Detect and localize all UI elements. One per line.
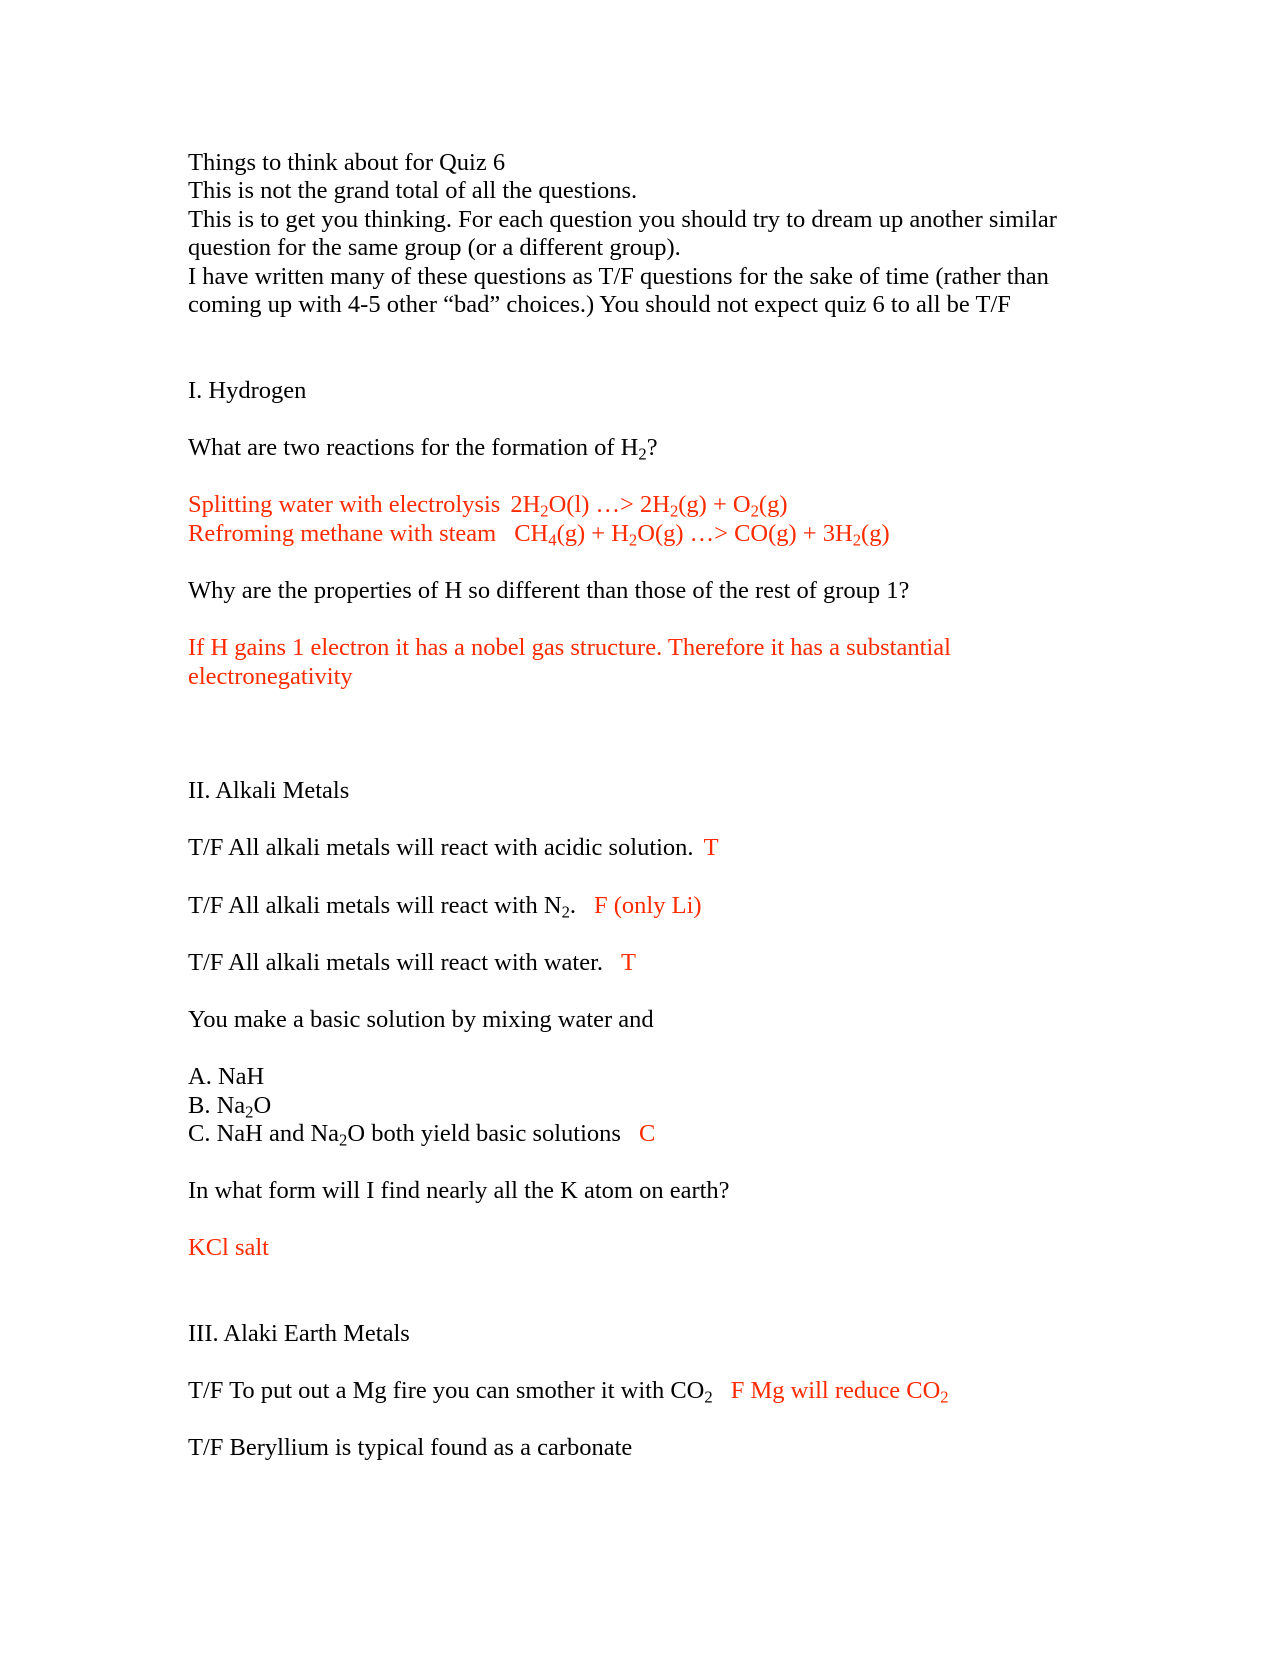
question-h2-formation: What are two reactions for the formation of $H_2$? (188, 434, 658, 464)
intro-title: Things to think about for Quiz 6 (188, 149, 506, 176)
intro-line: question for the same group (or a different group). (188, 234, 681, 261)
section-heading-alkaline-earth: III. Alaki Earth Metals (188, 1320, 410, 1347)
tf-acidic: T/F All alkali metals will react with acidic solution. T (188, 834, 719, 861)
tf-beryllium: T/F Beryllium is typical found as a carbonate (188, 1434, 633, 1461)
option-c: C. NaH and $Na_2O$ both yield basic solutions C (188, 1120, 656, 1150)
intro-line: This is not the grand total of all the questions. (188, 177, 638, 204)
intro-line: I have written many of these questions as T/F questions for the sake of time (rather than (188, 263, 1049, 290)
answer-steam-reforming: Refroming methane with steam $CH_4(g) + H_2O(g)$ …> $CO(g) + 3H_2(g)$ (188, 520, 890, 550)
answer-h-properties: electronegativity (188, 663, 353, 690)
question-h-properties: Why are the properties of H so different than those of the rest of group 1? (188, 577, 910, 604)
option-b: B. $Na_2O$ (188, 1092, 272, 1122)
section-heading-alkali: II. Alkali Metals (188, 777, 350, 804)
answer-electrolysis: Splitting water with electrolysis $2H_2O(l)$ …> $2H_2(g) + O_2(g)$ (188, 491, 788, 521)
option-a: A. NaH (188, 1063, 265, 1090)
intro-line: This is to get you thinking. For each question you should try to dream up another similar (188, 206, 1057, 233)
tf-water: T/F All alkali metals will react with water. T (188, 949, 637, 976)
question-basic-solution: You make a basic solution by mixing water and (188, 1006, 654, 1033)
answer-k-form: KCl salt (188, 1234, 269, 1261)
section-heading-hydrogen: I. Hydrogen (188, 377, 307, 404)
question-k-form: In what form will I find nearly all the K atom on earth? (188, 1177, 730, 1204)
tf-nitrogen: T/F All alkali metals will react with $N_2$. F (only Li) (188, 892, 702, 922)
intro-line: coming up with 4-5 other “bad” choices.) You should not expect quiz 6 to all be T/F (188, 291, 1011, 318)
answer-h-properties: If H gains 1 electron it has a nobel gas structure. Therefore it has a substantial (188, 634, 951, 661)
tf-mg-fire: T/F To put out a Mg fire you can smother it with $CO_2$ F Mg will reduce $CO_2$ (188, 1377, 949, 1407)
